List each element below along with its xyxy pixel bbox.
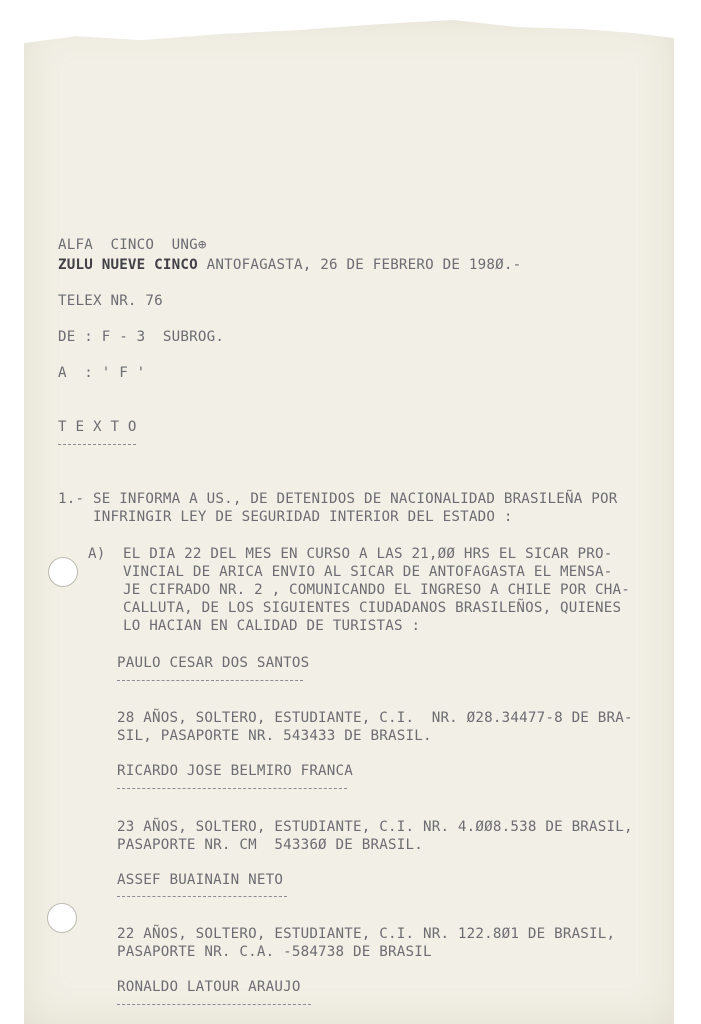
person-detail-line: 23 AÑOS, SOLTERO, ESTUDIANTE, C.I. NR. 4.ØØ8.538 DE BRASIL, xyxy=(117,819,633,835)
to-line: A : ' F ' xyxy=(58,365,146,381)
person-name-underline xyxy=(117,680,303,681)
person-name: RONALDO LATOUR ARAUJO xyxy=(117,979,301,995)
person-name-underline xyxy=(117,896,287,897)
person-detail-line: PASAPORTE NR. C.A. -584738 DE BRASIL xyxy=(117,944,432,960)
person-name: RICARDO JOSE BELMIRO FRANCA xyxy=(117,763,354,779)
person-name-underline xyxy=(117,788,347,789)
section-title-underline xyxy=(58,444,136,445)
subitem-a-line-4: CALLUTA, DE LOS SIGUIENTES CIUDADANOS BRASILEÑOS, QUIENES xyxy=(88,600,622,616)
item-1-line-2: INFRINGIR LEY DE SEGURIDAD INTERIOR DEL ESTADO : xyxy=(58,509,513,525)
from-line: DE : F - 3 SUBROG. xyxy=(58,329,225,345)
telex-number: TELEX NR. 76 xyxy=(58,293,163,309)
punch-hole xyxy=(47,903,77,933)
subitem-a-line-5: LO HACIAN EN CALIDAD DE TURISTAS : xyxy=(88,618,421,634)
person-detail-line: SIL, PASAPORTE NR. 543433 DE BRASIL. xyxy=(117,728,432,744)
section-title: T E X T O xyxy=(58,419,137,435)
item-1-line-1: 1.- SE INFORMA A US., DE DETENIDOS DE NACIONALIDAD BRASILEÑA POR xyxy=(58,491,618,507)
subitem-a-line-1: A) EL DIA 22 DEL MES EN CURSO A LAS 21,ØØ HRS EL SICAR PRO- xyxy=(88,546,613,562)
person-detail-line: 22 AÑOS, SOLTERO, ESTUDIANTE, C.I. NR. 122.8Ø1 DE BRASIL, xyxy=(117,926,616,942)
header-line-1: ALFA CINCO UNG⊕ xyxy=(58,237,207,253)
person-name: ASSEF BUAINAIN NETO xyxy=(117,872,284,888)
person-name-underline xyxy=(117,1004,311,1005)
person-detail-line: PASAPORTE NR. CM 54336Ø DE BRASIL. xyxy=(117,837,423,853)
punch-hole xyxy=(48,557,78,587)
header-line-2 xyxy=(58,256,521,274)
subitem-a-line-3: JE CIFRADO NR. 2 , COMUNICANDO EL INGRESO A CHILE POR CHA- xyxy=(88,582,630,598)
header-line-2-rest: ANTOFAGASTA, 26 DE FEBRERO DE 198Ø.- xyxy=(197,257,522,273)
person-detail-line: 28 AÑOS, SOLTERO, ESTUDIANTE, C.I. NR. Ø28.34477-8 DE BRA- xyxy=(117,710,633,726)
person-name: PAULO CESAR DOS SANTOS xyxy=(117,655,310,671)
subitem-a-line-2: VINCIAL DE ARICA ENVIO AL SICAR DE ANTOFAGASTA EL MENSA- xyxy=(88,564,613,580)
header-line-2-bold: ZULU NUEVE CINCO xyxy=(58,257,198,273)
